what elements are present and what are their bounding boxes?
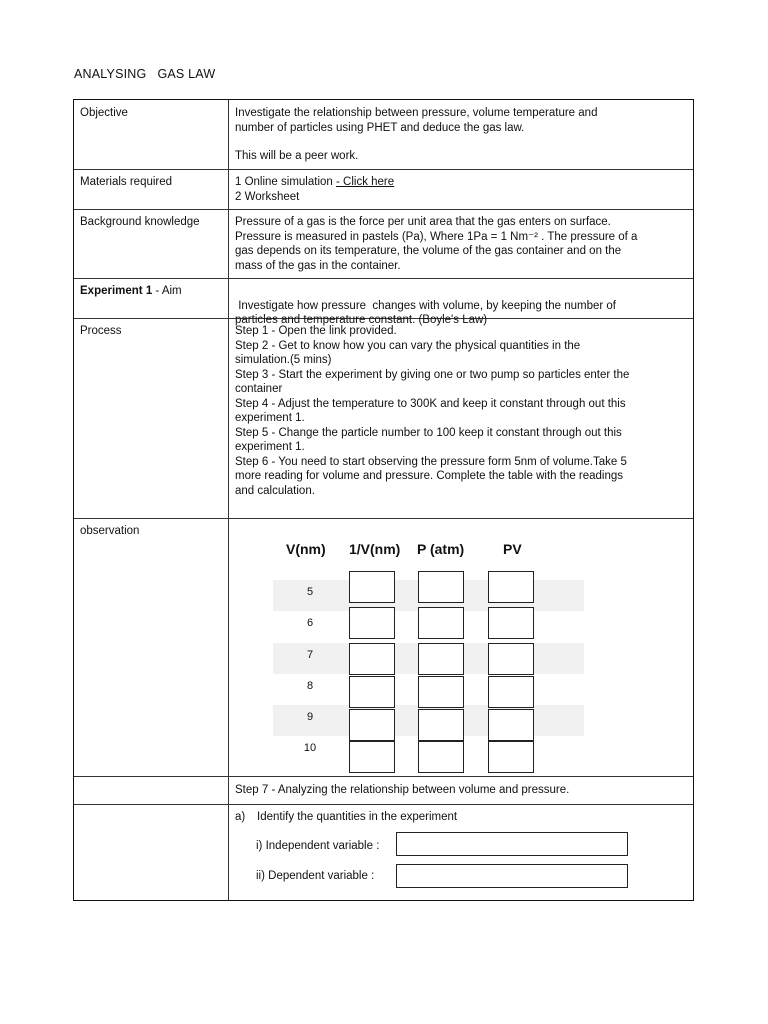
- volume-value: 6: [306, 617, 314, 629]
- header-volume: V(nm): [286, 541, 326, 557]
- background-line: gas depends on its temperature, the volume of the gas container and on the: [235, 245, 622, 257]
- answer-box-pv[interactable]: [488, 709, 534, 741]
- question-a-marker: a): [235, 811, 246, 823]
- header-pressure: P (atm): [417, 541, 465, 557]
- process-steps: [235, 324, 687, 498]
- answer-box-pressure[interactable]: [418, 643, 464, 675]
- row-divider: [74, 518, 693, 519]
- answer-box-pressure[interactable]: [418, 571, 464, 603]
- answer-box-inverse-volume[interactable]: [349, 607, 395, 639]
- answer-box-inverse-volume[interactable]: [349, 709, 395, 741]
- answer-box-pv[interactable]: [488, 643, 534, 675]
- answer-box-pv[interactable]: [488, 571, 534, 603]
- simulation-link[interactable]: - Click here: [336, 176, 395, 188]
- question-a-text: Identify the quantities in the experiment: [257, 811, 458, 823]
- process-line: Step 2 - Get to know how you can vary the physical quantities in the: [235, 339, 581, 352]
- materials-text: [235, 175, 687, 204]
- process-line: experiment 1.: [235, 441, 305, 453]
- objective-line: Investigate the relationship between pressure, volume temperature and: [235, 107, 598, 119]
- answer-box-inverse-volume[interactable]: [349, 643, 395, 675]
- volume-value: 7: [306, 649, 314, 661]
- materials-item: 2 Worksheet: [235, 190, 300, 203]
- process-line: Step 3 - Start the experiment by giving one or two pump so particles enter the: [235, 368, 630, 381]
- experiment-aim: [235, 284, 687, 328]
- experiment-label-bold: Experiment 1: [80, 285, 153, 297]
- answer-box-inverse-volume[interactable]: [349, 676, 395, 708]
- independent-variable-input[interactable]: [396, 832, 628, 856]
- observation-label: observation: [80, 525, 140, 537]
- process-line: container: [235, 383, 283, 395]
- answer-box-inverse-volume[interactable]: [349, 741, 395, 773]
- process-label: Process: [80, 325, 122, 337]
- objective-line: number of particles using PHET and deduce the gas law.: [235, 121, 525, 134]
- objective-line: This will be a peer work.: [235, 150, 359, 162]
- row-divider: [74, 776, 693, 777]
- process-line: Step 1 - Open the link provided.: [235, 325, 397, 337]
- process-line: Step 6 - You need to start observing the pressure form 5nm of volume.Take 5: [235, 455, 627, 468]
- row-divider: [74, 169, 693, 170]
- background-label: Background knowledge: [80, 216, 200, 228]
- independent-variable-label: i) Independent variable :: [256, 840, 380, 852]
- process-line: more reading for volume and pressure. Complete the table with the readings: [235, 470, 624, 482]
- background-line: Pressure is measured in pastels (Pa), Where 1Pa = 1 Nm⁻² . The pressure of a: [235, 230, 638, 243]
- volume-value: 10: [303, 742, 317, 754]
- step7-text: Step 7 - Analyzing the relationship between volume and pressure.: [235, 784, 570, 796]
- experiment-line: Investigate how pressure changes with volume, by keeping the number of: [235, 299, 616, 312]
- background-text: [235, 215, 687, 273]
- background-line: mass of the gas in the container.: [235, 259, 401, 272]
- row-divider: [74, 209, 693, 210]
- answer-box-pv[interactable]: [488, 607, 534, 639]
- process-line: simulation.(5 mins): [235, 354, 332, 366]
- process-line: experiment 1.: [235, 412, 305, 424]
- answer-box-pressure[interactable]: [418, 709, 464, 741]
- row-divider: [74, 278, 693, 279]
- page-title: ANALYSING GAS LAW: [74, 67, 216, 81]
- process-line: Step 4 - Adjust the temperature to 300K and keep it constant through out this: [235, 397, 626, 410]
- background-line: Pressure of a gas is the force per unit area that the gas enters on surface.: [235, 216, 611, 228]
- answer-box-inverse-volume[interactable]: [349, 571, 395, 603]
- experiment-label: [80, 284, 226, 299]
- header-inverse-volume: 1/V(nm): [349, 541, 401, 557]
- worksheet-table: [73, 99, 694, 901]
- materials-item-text: 1 Online simulation: [235, 176, 336, 188]
- answer-box-pressure[interactable]: [418, 607, 464, 639]
- materials-label: Materials required: [80, 176, 173, 188]
- header-pv: PV: [503, 541, 522, 557]
- experiment-label-rest: - Aim: [152, 285, 182, 297]
- column-divider: [228, 100, 229, 900]
- volume-value: 5: [306, 586, 314, 598]
- objective-label: Objective: [80, 107, 128, 119]
- answer-box-pressure[interactable]: [418, 676, 464, 708]
- row-divider: [74, 804, 693, 805]
- answer-box-pv[interactable]: [488, 676, 534, 708]
- answer-box-pv[interactable]: [488, 741, 534, 773]
- materials-item: [235, 175, 687, 190]
- objective-text: [235, 106, 687, 164]
- volume-value: 8: [306, 680, 314, 692]
- dependent-variable-input[interactable]: [396, 864, 628, 888]
- answer-box-pressure[interactable]: [418, 741, 464, 773]
- dependent-variable-label: ii) Dependent variable :: [256, 870, 375, 882]
- experiment-line: particles and temperature constant. (Boyle's Law): [235, 314, 488, 326]
- process-line: Step 5 - Change the particle number to 100 keep it constant through out this: [235, 426, 622, 439]
- volume-value: 9: [306, 711, 314, 723]
- process-line: and calculation.: [235, 484, 315, 497]
